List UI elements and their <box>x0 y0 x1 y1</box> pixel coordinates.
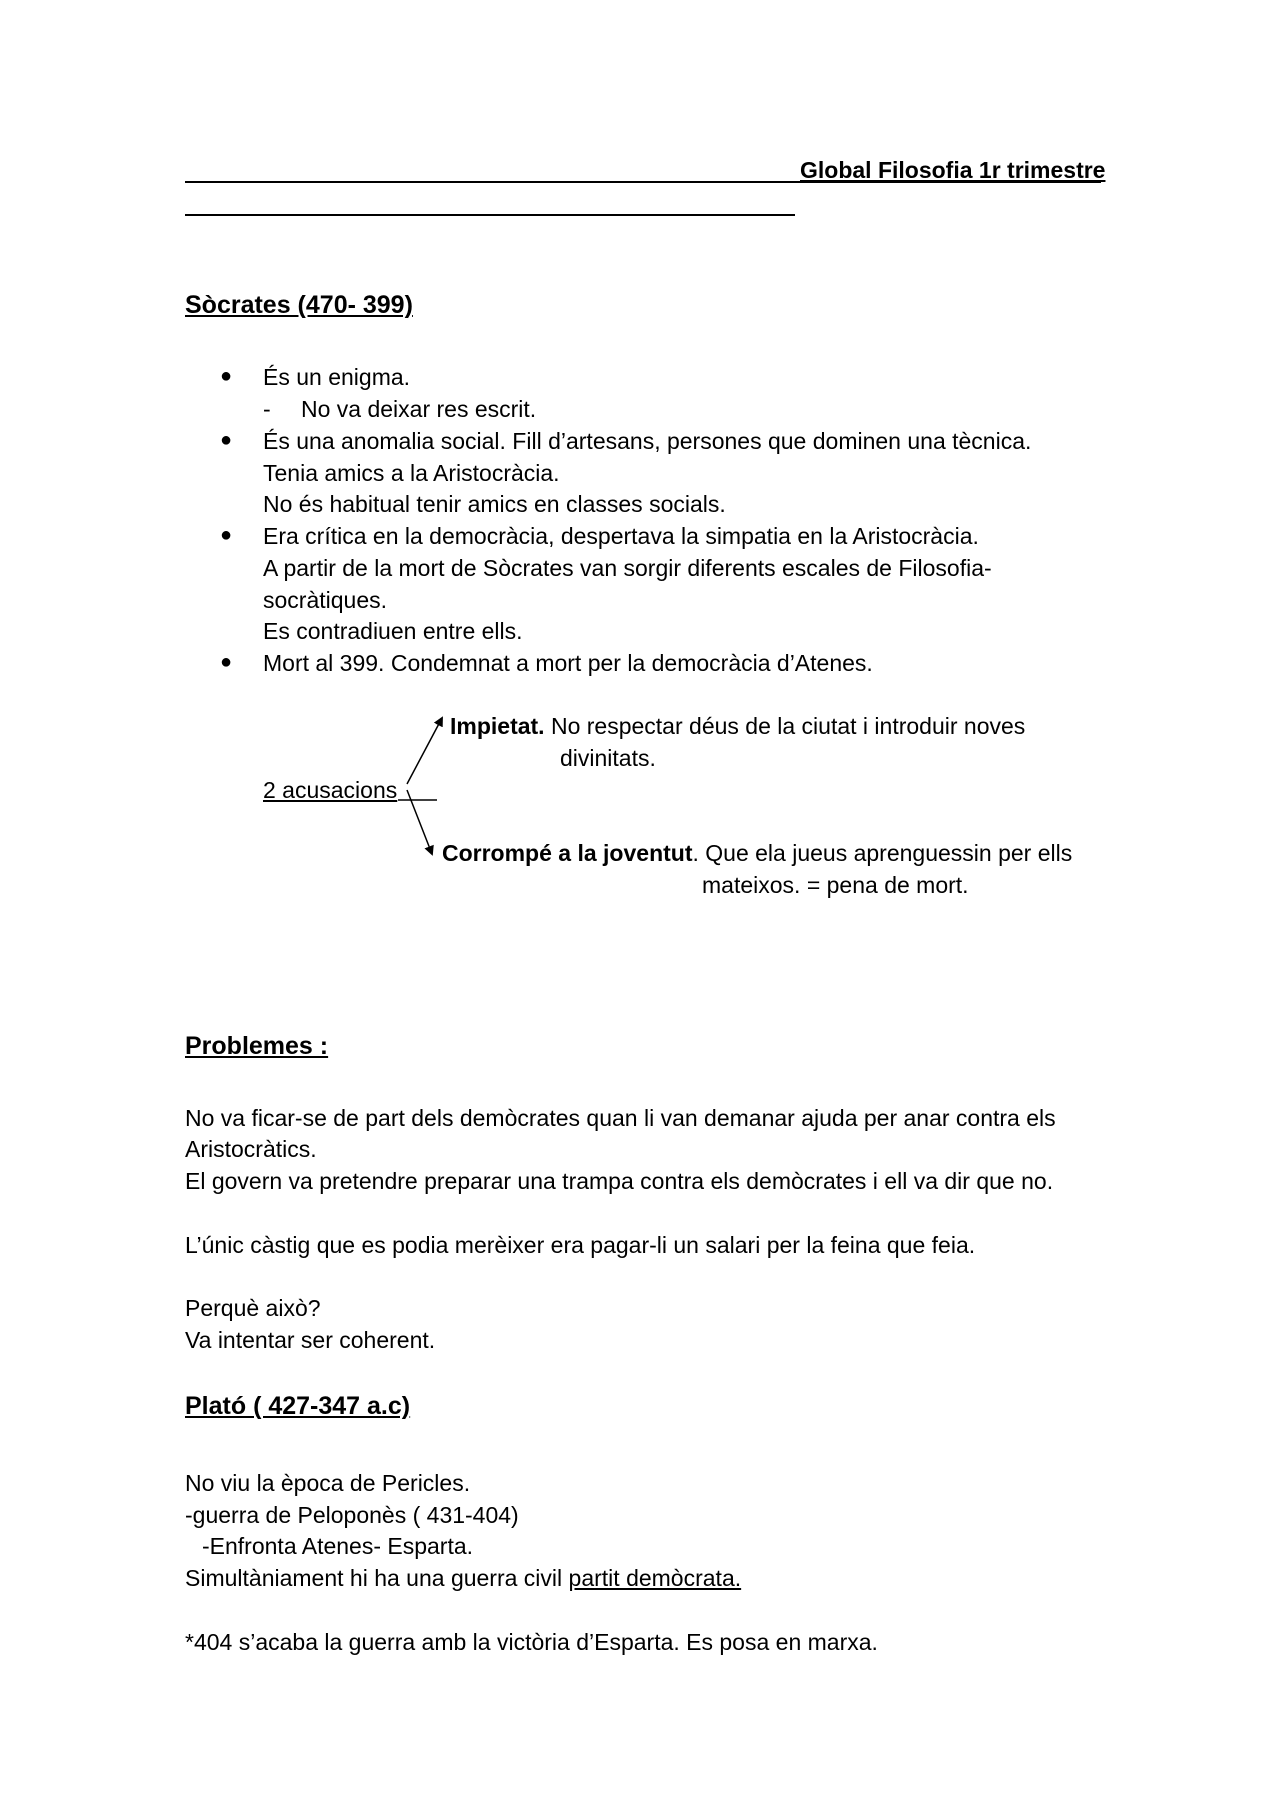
paragraph-line: No va ficar-se de part dels demòcrates quan li van demanar ajuda per anar contra els <box>185 1105 1056 1131</box>
bullet-marker: ● <box>220 429 233 451</box>
paragraph-line: Aristocràtics. <box>185 1136 317 1162</box>
bullet-marker: ● <box>220 365 233 387</box>
corrompe-text: . Que ela jueus aprenguessin per ells <box>692 840 1073 866</box>
paragraph-line: No viu la època de Pericles. <box>185 1470 471 1496</box>
impietat-label: Impietat. <box>450 713 545 739</box>
underlined-phrase: partit demòcrata. <box>568 1565 742 1591</box>
arrow-up <box>407 718 442 784</box>
paragraph-line: -guerra de Peloponès ( 431-404) <box>185 1502 519 1528</box>
paragraph-line: Perquè això? <box>185 1295 321 1321</box>
bullet-marker: ● <box>220 651 233 673</box>
impietat-line <box>450 710 1025 742</box>
list-item: Mort al 399. Condemnat a mort per la democràcia d’Atenes. <box>263 650 873 676</box>
corrompe-label: Corrompé a la joventut <box>442 840 693 866</box>
list-item: No va deixar res escrit. <box>301 396 537 422</box>
list-item: És una anomalia social. Fill d’artesans, persones que dominen una tècnica. <box>263 428 1032 454</box>
diagram-root-label: 2 acusacions <box>263 777 398 803</box>
document-title: Global Filosofia 1r trimestre <box>800 157 1106 183</box>
list-item: Tenia amics a la Aristocràcia. <box>263 460 560 486</box>
list-item: Es contradiuen entre ells. <box>263 618 523 644</box>
list-item: Era crítica en la democràcia, despertava la simpatia en la Aristocràcia. <box>263 523 979 549</box>
paragraph-line <box>185 1562 741 1594</box>
list-item: socràtiques. <box>263 587 388 613</box>
list-item: És un enigma. <box>263 364 411 390</box>
section-heading-socrates: Sòcrates (470- 399) <box>185 291 413 319</box>
list-item: No és habitual tenir amics en classes socials. <box>263 491 726 517</box>
list-item: A partir de la mort de Sòcrates van sorgir diferents escales de Filosofia- <box>263 555 992 581</box>
corrompe-line <box>442 837 1072 869</box>
paragraph-line: El govern va pretendre preparar una trampa contra els demòcrates i ell va dir que no. <box>185 1168 1054 1194</box>
paragraph-line: Va intentar ser coherent. <box>185 1327 436 1353</box>
bullet-marker: ● <box>220 524 233 546</box>
dash-marker: - <box>263 396 271 422</box>
paragraph-line: *404 s’acaba la guerra amb la victòria d’Esparta. Es posa en marxa. <box>185 1629 878 1655</box>
section-heading-problemes: Problemes : <box>185 1032 329 1060</box>
impietat-text: No respectar déus de la ciutat i introduir noves <box>550 713 1026 739</box>
paragraph-line: L’únic càstig que es podia merèixer era pagar-li un salari per la feina que feia. <box>185 1232 976 1258</box>
corrompe-text-cont: mateixos. = pena de mort. <box>702 872 969 898</box>
section-heading-plato: Plató ( 427-347 a.c) <box>185 1392 411 1420</box>
impietat-text-cont: divinitats. <box>560 745 656 771</box>
paragraph-line: -Enfronta Atenes- Esparta. <box>202 1533 474 1559</box>
civil-war-text: Simultàniament hi ha una guerra civil <box>185 1565 569 1591</box>
